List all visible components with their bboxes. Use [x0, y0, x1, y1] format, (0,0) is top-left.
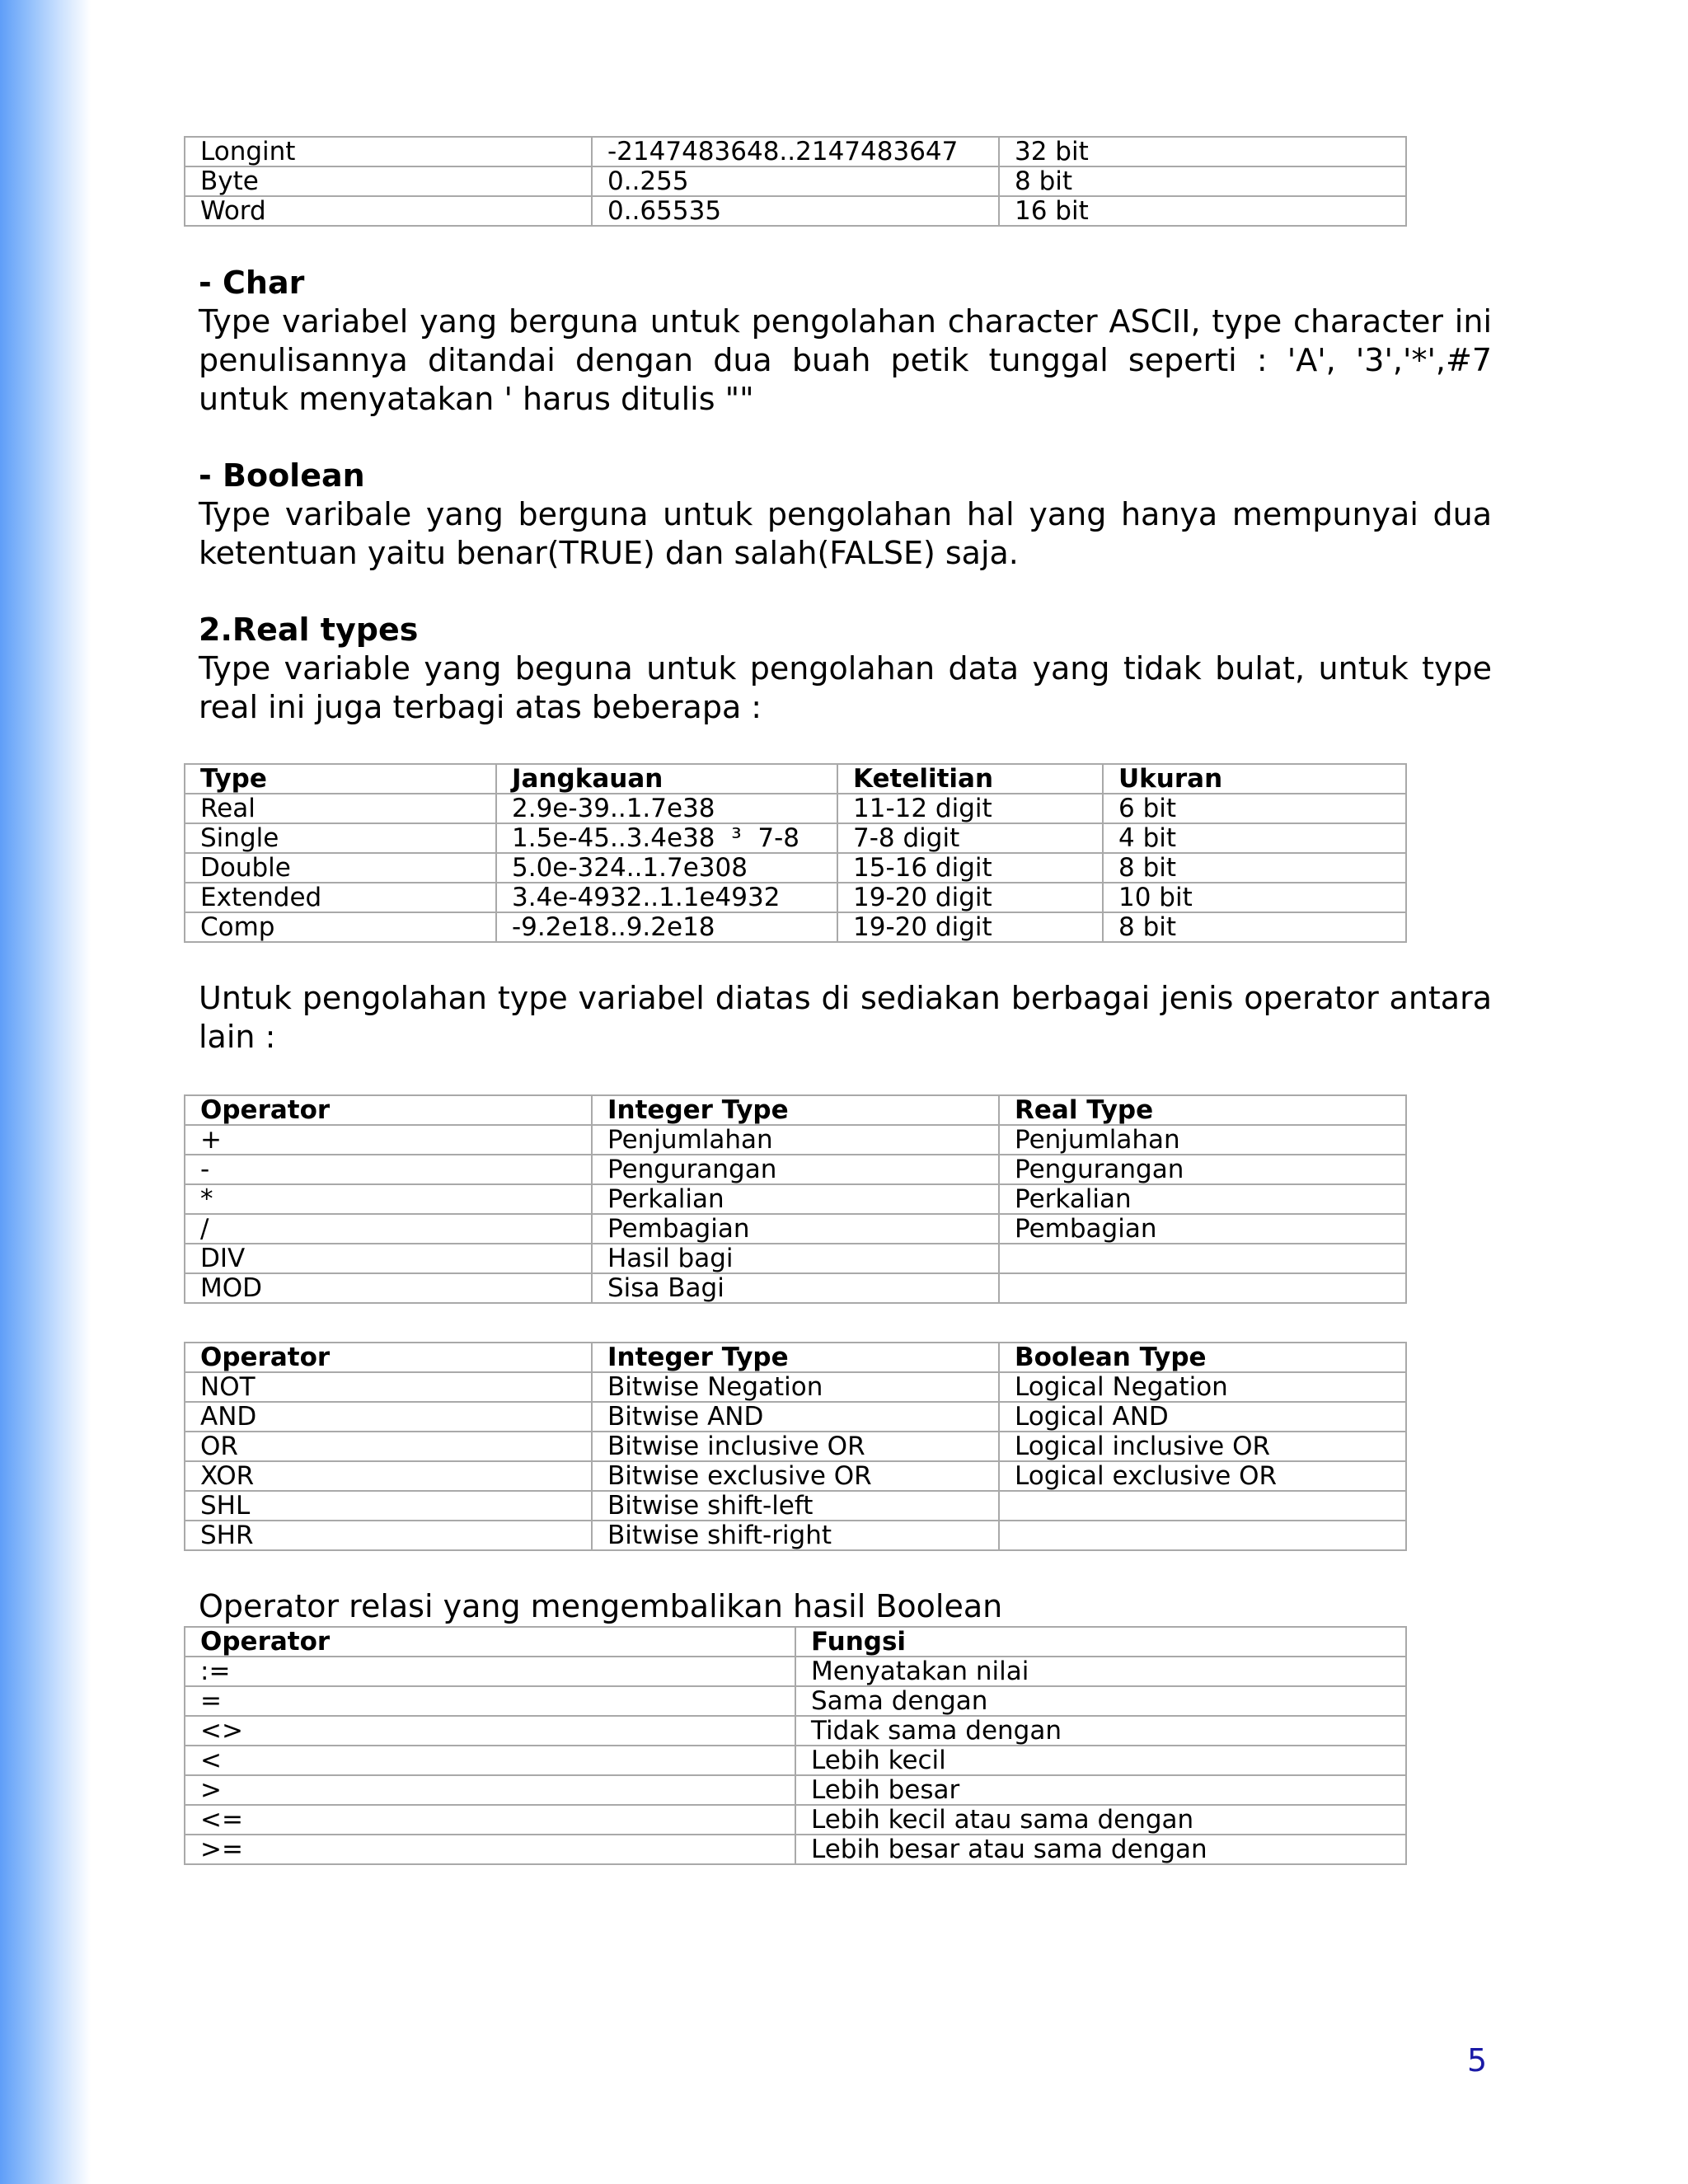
table-cell: Comp	[185, 912, 496, 942]
table-row	[185, 1214, 1406, 1244]
table-cell: Perkalian	[592, 1184, 999, 1214]
table-row	[185, 1805, 1406, 1835]
table-cell: -	[185, 1155, 592, 1184]
table-cell: Extended	[185, 883, 496, 912]
table-cell: 1.5e-45..3.4e38 ³ 7-8	[496, 823, 837, 853]
table-cell: Penjumlahan	[592, 1125, 999, 1155]
relation-caption: Operator relasi yang mengembalikan hasil Boolean	[199, 1588, 1003, 1624]
table-row	[185, 1491, 1406, 1521]
table-cell: 0..255	[592, 166, 999, 196]
table-cell: +	[185, 1125, 592, 1155]
table-cell: >	[185, 1775, 795, 1805]
table-row	[185, 1402, 1406, 1432]
table-row	[185, 1686, 1406, 1716]
column-header: Boolean Type	[999, 1343, 1406, 1372]
table-cell: Lebih kecil	[795, 1746, 1406, 1775]
table-cell: MOD	[185, 1273, 592, 1303]
table-cell: 8 bit	[1103, 912, 1406, 942]
table-cell: Bitwise inclusive OR	[592, 1432, 999, 1461]
char-heading: - Char	[199, 265, 305, 301]
real-types-table	[184, 763, 1407, 943]
table-row	[185, 1372, 1406, 1402]
table-cell: 19-20 digit	[837, 883, 1103, 912]
table-row	[185, 1125, 1406, 1155]
table-cell	[999, 1273, 1406, 1303]
table-row	[185, 1461, 1406, 1491]
table-row	[185, 853, 1406, 883]
table-cell: OR	[185, 1432, 592, 1461]
table-cell: Single	[185, 823, 496, 853]
table-cell: DIV	[185, 1244, 592, 1273]
table-cell: Sisa Bagi	[592, 1273, 999, 1303]
table-cell: *	[185, 1184, 592, 1214]
table-cell: Longint	[185, 137, 592, 166]
table-cell: Lebih kecil atau sama dengan	[795, 1805, 1406, 1835]
table-cell: -9.2e18..9.2e18	[496, 912, 837, 942]
logical-operators-table	[184, 1342, 1407, 1551]
column-header: Jangkauan	[496, 764, 837, 794]
table-row	[185, 912, 1406, 942]
table-cell: =	[185, 1686, 795, 1716]
page-number: 5	[1467, 2042, 1488, 2079]
table-cell: Logical inclusive OR	[999, 1432, 1406, 1461]
table-cell: 4 bit	[1103, 823, 1406, 853]
boolean-paragraph: Type varibale yang berguna untuk pengolahan hal yang hanya mempunyai dua ketentuan yaitu benar(TRUE) dan salah(FALSE) saja.	[199, 496, 1492, 571]
table-cell: 10 bit	[1103, 883, 1406, 912]
column-header: Operator	[185, 1095, 592, 1125]
table-cell	[999, 1521, 1406, 1550]
table-cell: Logical Negation	[999, 1372, 1406, 1402]
table-cell: <=	[185, 1805, 795, 1835]
table-cell: Lebih besar	[795, 1775, 1406, 1805]
column-header: Real Type	[999, 1095, 1406, 1125]
table-cell: -2147483648..2147483647	[592, 137, 999, 166]
table-cell: Tidak sama dengan	[795, 1716, 1406, 1746]
column-header: Operator	[185, 1627, 795, 1657]
real-types-heading: 2.Real types	[199, 612, 419, 648]
char-paragraph: Type variabel yang berguna untuk pengolahan character ASCII, type character ini penulisannya ditandai dengan dua buah petik tunggal seperti : 'A', '3','*',#7 untuk menyatakan ' harus ditulis ""	[199, 303, 1492, 417]
table-cell: 19-20 digit	[837, 912, 1103, 942]
table-cell: >=	[185, 1835, 795, 1864]
table-cell: <>	[185, 1716, 795, 1746]
column-header: Integer Type	[592, 1343, 999, 1372]
table-cell: Sama dengan	[795, 1686, 1406, 1716]
column-header: Integer Type	[592, 1095, 999, 1125]
table-cell: 5.0e-324..1.7e308	[496, 853, 837, 883]
table-cell: Bitwise exclusive OR	[592, 1461, 999, 1491]
table-row	[185, 196, 1406, 226]
operators-intro-paragraph: Untuk pengolahan type variabel diatas di sediakan berbagai jenis operator antara lain :	[199, 980, 1492, 1055]
table-cell	[999, 1491, 1406, 1521]
table-cell: 6 bit	[1103, 794, 1406, 823]
page-content	[184, 136, 1492, 1865]
table-cell: 8 bit	[999, 166, 1406, 196]
table-cell: /	[185, 1214, 592, 1244]
table-cell: 3.4e-4932..1.1e4932	[496, 883, 837, 912]
column-header: Operator	[185, 1343, 592, 1372]
table-row	[185, 137, 1406, 166]
table-row	[185, 1716, 1406, 1746]
table-row	[185, 166, 1406, 196]
table-header-row	[185, 764, 1406, 794]
table-header-row	[185, 1343, 1406, 1372]
table-row	[185, 1184, 1406, 1214]
table-cell	[999, 1244, 1406, 1273]
table-cell: Perkalian	[999, 1184, 1406, 1214]
relational-operators-table	[184, 1626, 1407, 1865]
column-header: Ketelitian	[837, 764, 1103, 794]
table-cell: Word	[185, 196, 592, 226]
table-cell: Pengurangan	[999, 1155, 1406, 1184]
table-header-row	[185, 1627, 1406, 1657]
table-cell: Pengurangan	[592, 1155, 999, 1184]
integer-types-table	[184, 136, 1407, 227]
table-cell: 0..65535	[592, 196, 999, 226]
table-row	[185, 823, 1406, 853]
table-row	[185, 883, 1406, 912]
table-row	[185, 1155, 1406, 1184]
table-cell: 15-16 digit	[837, 853, 1103, 883]
table-row	[185, 1775, 1406, 1805]
column-header: Type	[185, 764, 496, 794]
table-row	[185, 1835, 1406, 1864]
table-cell: Pembagian	[592, 1214, 999, 1244]
table-cell: Logical AND	[999, 1402, 1406, 1432]
table-cell: <	[185, 1746, 795, 1775]
table-cell: Hasil bagi	[592, 1244, 999, 1273]
table-cell: Bitwise shift-right	[592, 1521, 999, 1550]
table-cell: SHL	[185, 1491, 592, 1521]
table-row	[185, 1244, 1406, 1273]
real-types-paragraph: Type variable yang beguna untuk pengolahan data yang tidak bulat, untuk type real ini juga terbagi atas beberapa :	[199, 650, 1492, 725]
table-cell: Pembagian	[999, 1214, 1406, 1244]
table-row	[185, 1521, 1406, 1550]
table-cell: Menyatakan nilai	[795, 1657, 1406, 1686]
table-cell: Double	[185, 853, 496, 883]
table-row	[185, 1746, 1406, 1775]
boolean-heading: - Boolean	[199, 457, 365, 494]
table-cell: Logical exclusive OR	[999, 1461, 1406, 1491]
table-cell: Real	[185, 794, 496, 823]
table-cell: Penjumlahan	[999, 1125, 1406, 1155]
table-cell: 16 bit	[999, 196, 1406, 226]
table-cell: Byte	[185, 166, 592, 196]
table-row	[185, 1273, 1406, 1303]
table-cell: Bitwise Negation	[592, 1372, 999, 1402]
table-cell: Lebih besar atau sama dengan	[795, 1835, 1406, 1864]
column-header: Fungsi	[795, 1627, 1406, 1657]
table-cell: :=	[185, 1657, 795, 1686]
table-row	[185, 794, 1406, 823]
table-row	[185, 1657, 1406, 1686]
table-cell: SHR	[185, 1521, 592, 1550]
table-cell: NOT	[185, 1372, 592, 1402]
table-cell: XOR	[185, 1461, 592, 1491]
table-cell: 8 bit	[1103, 853, 1406, 883]
table-cell: AND	[185, 1402, 592, 1432]
table-cell: 2.9e-39..1.7e38	[496, 794, 837, 823]
table-cell: 11-12 digit	[837, 794, 1103, 823]
side-gradient-bar	[0, 0, 91, 2184]
table-cell: Bitwise AND	[592, 1402, 999, 1432]
arithmetic-operators-table	[184, 1094, 1407, 1304]
table-row	[185, 1432, 1406, 1461]
table-cell: 7-8 digit	[837, 823, 1103, 853]
table-cell: Bitwise shift-left	[592, 1491, 999, 1521]
column-header: Ukuran	[1103, 764, 1406, 794]
table-cell: 32 bit	[999, 137, 1406, 166]
table-header-row	[185, 1095, 1406, 1125]
